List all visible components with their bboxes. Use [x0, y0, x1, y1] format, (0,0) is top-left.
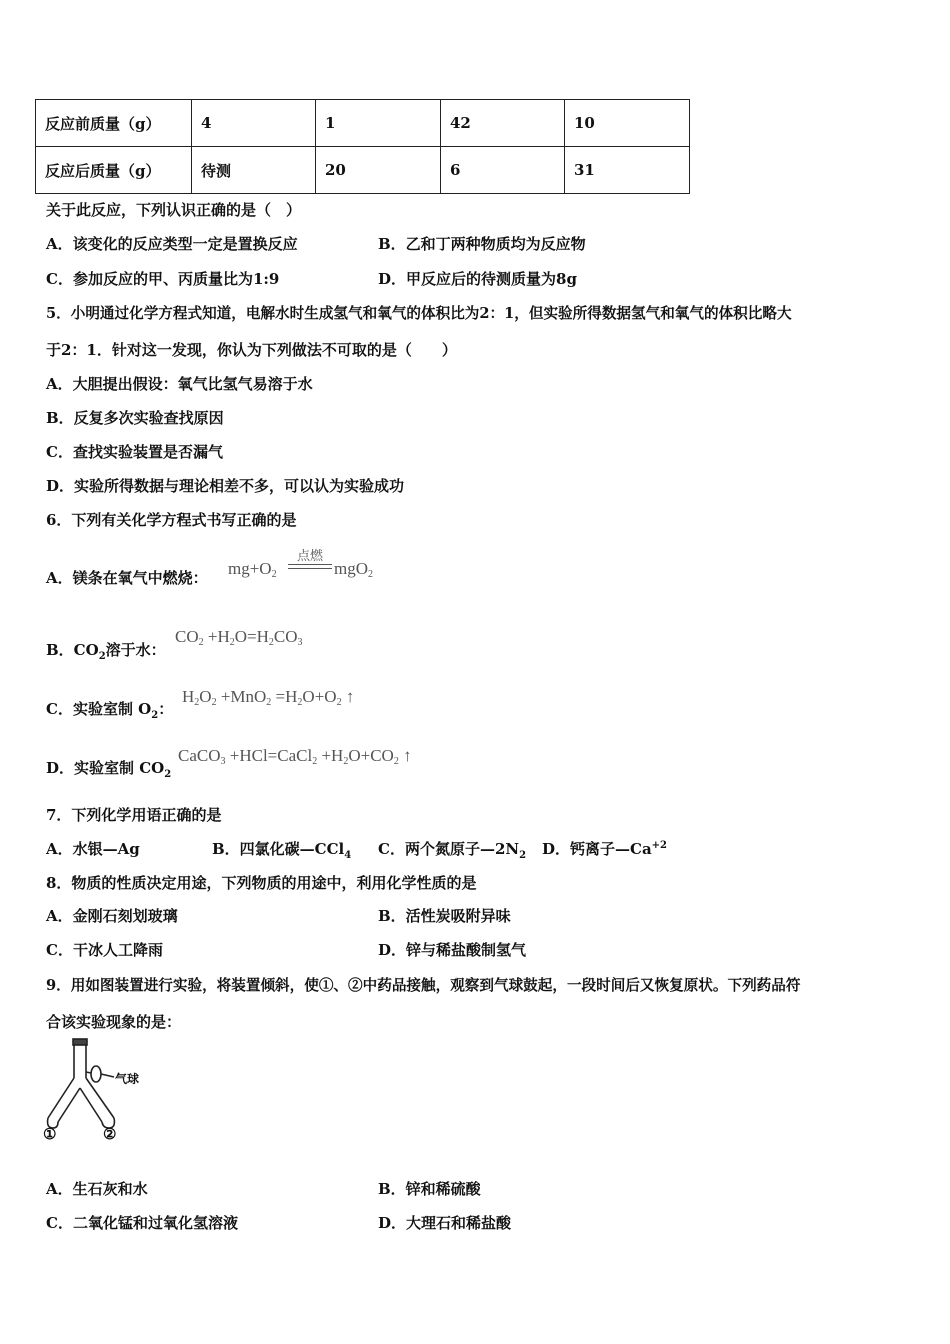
q9-option-c: C．二氧化锰和过氧化氢溶液	[46, 1214, 238, 1232]
balloon-label: 气球	[115, 1072, 140, 1086]
row-label: 反应后质量（g）	[36, 147, 192, 194]
q5-option-b: B．反复多次实验查找原因	[46, 409, 224, 427]
q9-option-d: D．大理石和稀盐酸	[378, 1214, 512, 1232]
q8-option-c: C．干冰人工降雨	[46, 941, 163, 959]
table-cell: 10	[565, 100, 690, 147]
q4-option-b: B．乙和丁两种物质均为反应物	[378, 235, 586, 253]
q5-option-c: C．查找实验装置是否漏气	[46, 443, 223, 461]
equals-sign	[288, 564, 332, 569]
table-cell: 42	[441, 100, 565, 147]
q7-stem: 7．下列化学用语正确的是	[46, 806, 222, 824]
mass-table	[35, 99, 690, 194]
balloon-icon	[91, 1066, 101, 1082]
q6-option-b-equation: $CO_2 +H_2O=H_2CO_3$	[175, 627, 303, 648]
q6-option-d-label: D．实验室制 $CO_2$	[46, 759, 172, 780]
q9-stem-line1: 9．用如图装置进行实验，将装置倾斜，使①、②中药品接触，观察到气球鼓起，一段时间后又恢复原状。下列药品符	[46, 977, 801, 994]
q6-option-b-label: B．$CO_2$溶于水：	[46, 641, 166, 662]
q7-option-c: C．两个氮原子$—2N_2$	[378, 840, 527, 861]
q6-stem: 6．下列有关化学方程式书写正确的是	[46, 511, 297, 529]
q6-option-a-label: A．镁条在氧气中燃烧：	[46, 569, 208, 587]
q5-stem-line2: 于2：1．针对这一发现，你认为下列做法不可取的是（ ）	[46, 341, 457, 359]
q8-option-d: D．锌与稀盐酸制氢气	[378, 941, 527, 959]
q6-option-d-equation: CaCO$_3$ +HCl=CaCl$_2$ $+H_2O+CO_2$ ↑	[178, 746, 412, 767]
q7-option-a: A．水银—Ag	[46, 840, 140, 858]
q6-option-c-equation: $H_2O_2 +MnO_2 =H_2O+O_2$ ↑	[182, 687, 355, 708]
table-cell: 6	[441, 147, 565, 194]
q9-stem-line2: 合该实验现象的是：	[46, 1013, 182, 1031]
y-tube-apparatus-figure	[40, 1036, 150, 1146]
q6-option-c-label: C．实验室制 $O_2$：	[46, 700, 174, 721]
table-row	[36, 147, 690, 194]
q7-option-b: B．四氯化碳—CCl$_4$	[212, 840, 352, 861]
q7-option-d: D．钙离子$—Ca^{+2}$	[542, 840, 668, 858]
q6-option-a-product: mgO$_2$	[334, 559, 373, 580]
table-cell: 1	[316, 100, 441, 147]
y-tube-icon	[48, 1039, 115, 1128]
q5-option-d: D．实验所得数据与理论相差不多，可以认为实验成功	[46, 477, 405, 495]
table-cell: 4	[192, 100, 316, 147]
q4-option-c: C．参加反应的甲、丙质量比为1:9	[46, 270, 280, 288]
q6-option-a-reactants: $mg+O_2$	[228, 559, 277, 580]
q4-stem: 关于此反应，下列认识正确的是（ ）	[46, 201, 302, 219]
q4-option-a: A．该变化的反应类型一定是置换反应	[46, 235, 298, 253]
row-label: 反应前质量（g）	[36, 100, 192, 147]
table-row	[36, 100, 690, 147]
q8-stem: 8．物质的性质决定用途，下列物质的用途中，利用化学性质的是	[46, 874, 477, 892]
table-cell: 待测	[192, 147, 316, 194]
q6-option-a-condition: 点燃	[296, 549, 323, 564]
tube-2-label: ②	[103, 1125, 117, 1143]
stopper-icon	[73, 1039, 87, 1045]
q8-option-a: A．金刚石刻划玻璃	[46, 907, 178, 925]
q4-option-d: D．甲反应后的待测质量为8g	[378, 270, 577, 288]
table-cell: 31	[565, 147, 690, 194]
q9-option-a: A．生石灰和水	[46, 1180, 148, 1198]
q8-option-b: B．活性炭吸附异味	[378, 907, 511, 925]
q5-option-a: A．大胆提出假设：氧气比氢气易溶于水	[46, 375, 313, 393]
table-cell: 20	[316, 147, 441, 194]
q5-stem-line1: 5．小明通过化学方程式知道，电解水时生成氢气和氧气的体积比为2：1，但实验所得数据氢气和氧气的体积比略大	[46, 305, 792, 322]
q9-option-b: B．锌和稀硫酸	[378, 1180, 481, 1198]
tube-1-label: ①	[43, 1125, 57, 1143]
